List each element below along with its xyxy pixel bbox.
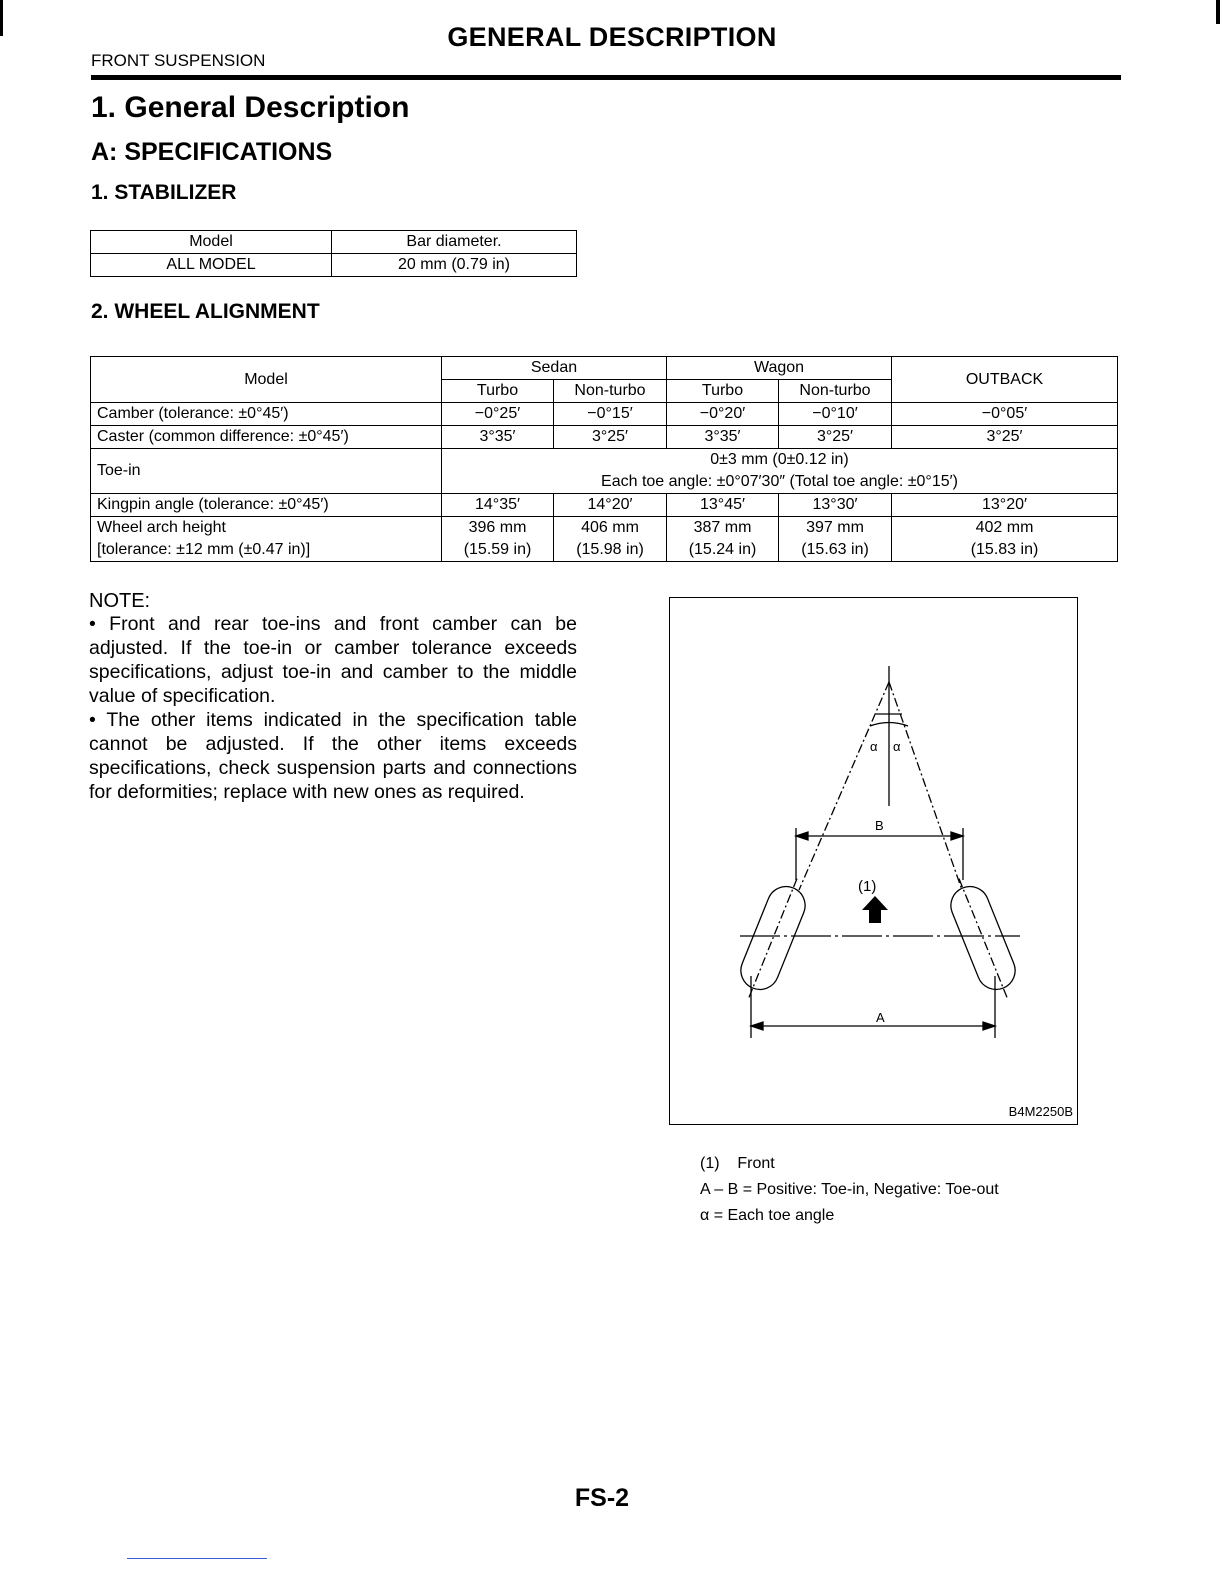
- value-mm: 396 mm: [468, 519, 527, 536]
- alpha-left-label: α: [870, 739, 878, 754]
- front-label: (1): [858, 878, 877, 895]
- row-label: [91, 517, 442, 562]
- table-cell: 13°30′: [779, 494, 892, 517]
- scan-edge-mark: [1216, 0, 1220, 24]
- wheel-alignment-table: [90, 356, 1118, 562]
- legend-item: α = Each toe angle: [700, 1207, 835, 1224]
- toe-angle-value: Each toe angle: ±0°07′30″ (Total toe angle: ±0°15′): [601, 473, 958, 490]
- chapter-heading: 1. General Description: [91, 91, 410, 124]
- section-heading: A: SPECIFICATIONS: [91, 138, 333, 166]
- table-header: Turbo: [442, 380, 554, 403]
- value-mm: 397 mm: [806, 519, 864, 536]
- row-label: Toe-in: [91, 449, 442, 494]
- note-label: NOTE:: [89, 590, 151, 612]
- value-mm: 387 mm: [693, 519, 752, 536]
- table-cell: 3°25′: [554, 426, 667, 449]
- table-header: Bar diameter.: [332, 231, 577, 254]
- value-mm: 406 mm: [581, 519, 639, 536]
- note-item: • Front and rear toe-ins and front camber can be adjusted. If the toe-in or camber tolerance exceeds specifications, adjust toe-in and camber to the middle value of specification.: [89, 613, 577, 707]
- wheel-alignment-heading: 2. WHEEL ALIGNMENT: [91, 300, 320, 323]
- legend-item: (1) Front: [700, 1155, 775, 1172]
- value-in: (15.98 in): [576, 541, 644, 558]
- header-rule: [91, 75, 1121, 80]
- table-header: Turbo: [667, 380, 779, 403]
- toe-in-figure: [669, 597, 1078, 1125]
- front-arrow-icon: [862, 896, 888, 923]
- table-header: Sedan: [442, 357, 667, 380]
- legend-item: A – B = Positive: Toe-in, Negative: Toe-out: [700, 1181, 999, 1198]
- table-cell: [554, 517, 667, 562]
- left-wheel: [731, 872, 814, 1005]
- right-wheel-axis: [889, 682, 962, 890]
- table-cell: 3°25′: [892, 426, 1118, 449]
- table-cell: [667, 517, 779, 562]
- table-cell: 20 mm (0.79 in): [332, 254, 577, 277]
- table-header: Non-turbo: [554, 380, 667, 403]
- table-row: [91, 494, 1118, 517]
- a-arrow-right: [983, 1022, 995, 1030]
- left-wheel-axis: [799, 682, 889, 890]
- toe-in-diagram: [670, 598, 1077, 1124]
- table-cell: −0°15′: [554, 403, 667, 426]
- table-cell: −0°25′: [442, 403, 554, 426]
- table-cell: −0°20′: [667, 403, 779, 426]
- table-header: OUTBACK: [892, 357, 1118, 403]
- table-row: [91, 426, 1118, 449]
- value-in: (15.59 in): [463, 541, 532, 558]
- stabilizer-heading: 1. STABILIZER: [91, 181, 237, 204]
- table-cell: 3°35′: [667, 426, 779, 449]
- table-cell: 14°20′: [554, 494, 667, 517]
- figure-code: B4M2250B: [1008, 1104, 1073, 1119]
- table-cell: [442, 517, 554, 562]
- table-cell: 3°25′: [779, 426, 892, 449]
- table-cell: 13°45′: [667, 494, 779, 517]
- table-cell: 13°20′: [892, 494, 1118, 517]
- a-arrow-left: [751, 1022, 763, 1030]
- value-mm: 402 mm: [975, 519, 1034, 536]
- value-in: (15.24 in): [688, 541, 757, 558]
- right-wheel: [941, 872, 1024, 1005]
- table-cell: 3°35′: [442, 426, 554, 449]
- alpha-right-label: α: [893, 739, 901, 754]
- toe-in-value: 0±3 mm (0±0.12 in): [710, 451, 849, 468]
- stabilizer-table: [90, 230, 577, 277]
- b-arrow-left: [796, 832, 808, 840]
- table-header: Non-turbo: [779, 380, 892, 403]
- table-cell: [779, 517, 892, 562]
- arch-label: Wheel arch height: [97, 519, 226, 536]
- a-label: A: [876, 1010, 885, 1025]
- table-row: [91, 517, 1118, 562]
- note-body: [89, 612, 577, 804]
- value-in: (15.63 in): [801, 541, 869, 558]
- table-header: Model: [91, 231, 332, 254]
- table-cell: [442, 449, 1118, 494]
- table-row: [91, 449, 1118, 494]
- footer-line: [127, 1558, 267, 1559]
- table-cell: −0°10′: [779, 403, 892, 426]
- row-label: Kingpin angle (tolerance: ±0°45′): [91, 494, 442, 517]
- table-cell: −0°05′: [892, 403, 1118, 426]
- figure-legend: [700, 1151, 999, 1229]
- b-arrow-right: [951, 832, 963, 840]
- page-number: FS-2: [574, 1484, 630, 1512]
- table-row: [91, 403, 1118, 426]
- table-cell: [892, 517, 1118, 562]
- note-item: • The other items indicated in the specification table cannot be adjusted. If the other items exceeds specifications, check suspension parts and connections for deformities; replace with new ones as required.: [89, 709, 577, 803]
- table-header: Wagon: [667, 357, 892, 380]
- b-label: B: [875, 818, 884, 833]
- value-in: (15.83 in): [970, 541, 1039, 558]
- section-label: FRONT SUSPENSION: [91, 51, 266, 70]
- page-header-title: GENERAL DESCRIPTION: [447, 22, 777, 52]
- row-label: Camber (tolerance: ±0°45′): [91, 403, 442, 426]
- arch-tolerance: [tolerance: ±12 mm (±0.47 in)]: [97, 541, 311, 558]
- table-header: Model: [91, 357, 442, 403]
- table-cell: 14°35′: [442, 494, 554, 517]
- table-cell: ALL MODEL: [91, 254, 332, 277]
- row-label: Caster (common difference: ±0°45′): [91, 426, 442, 449]
